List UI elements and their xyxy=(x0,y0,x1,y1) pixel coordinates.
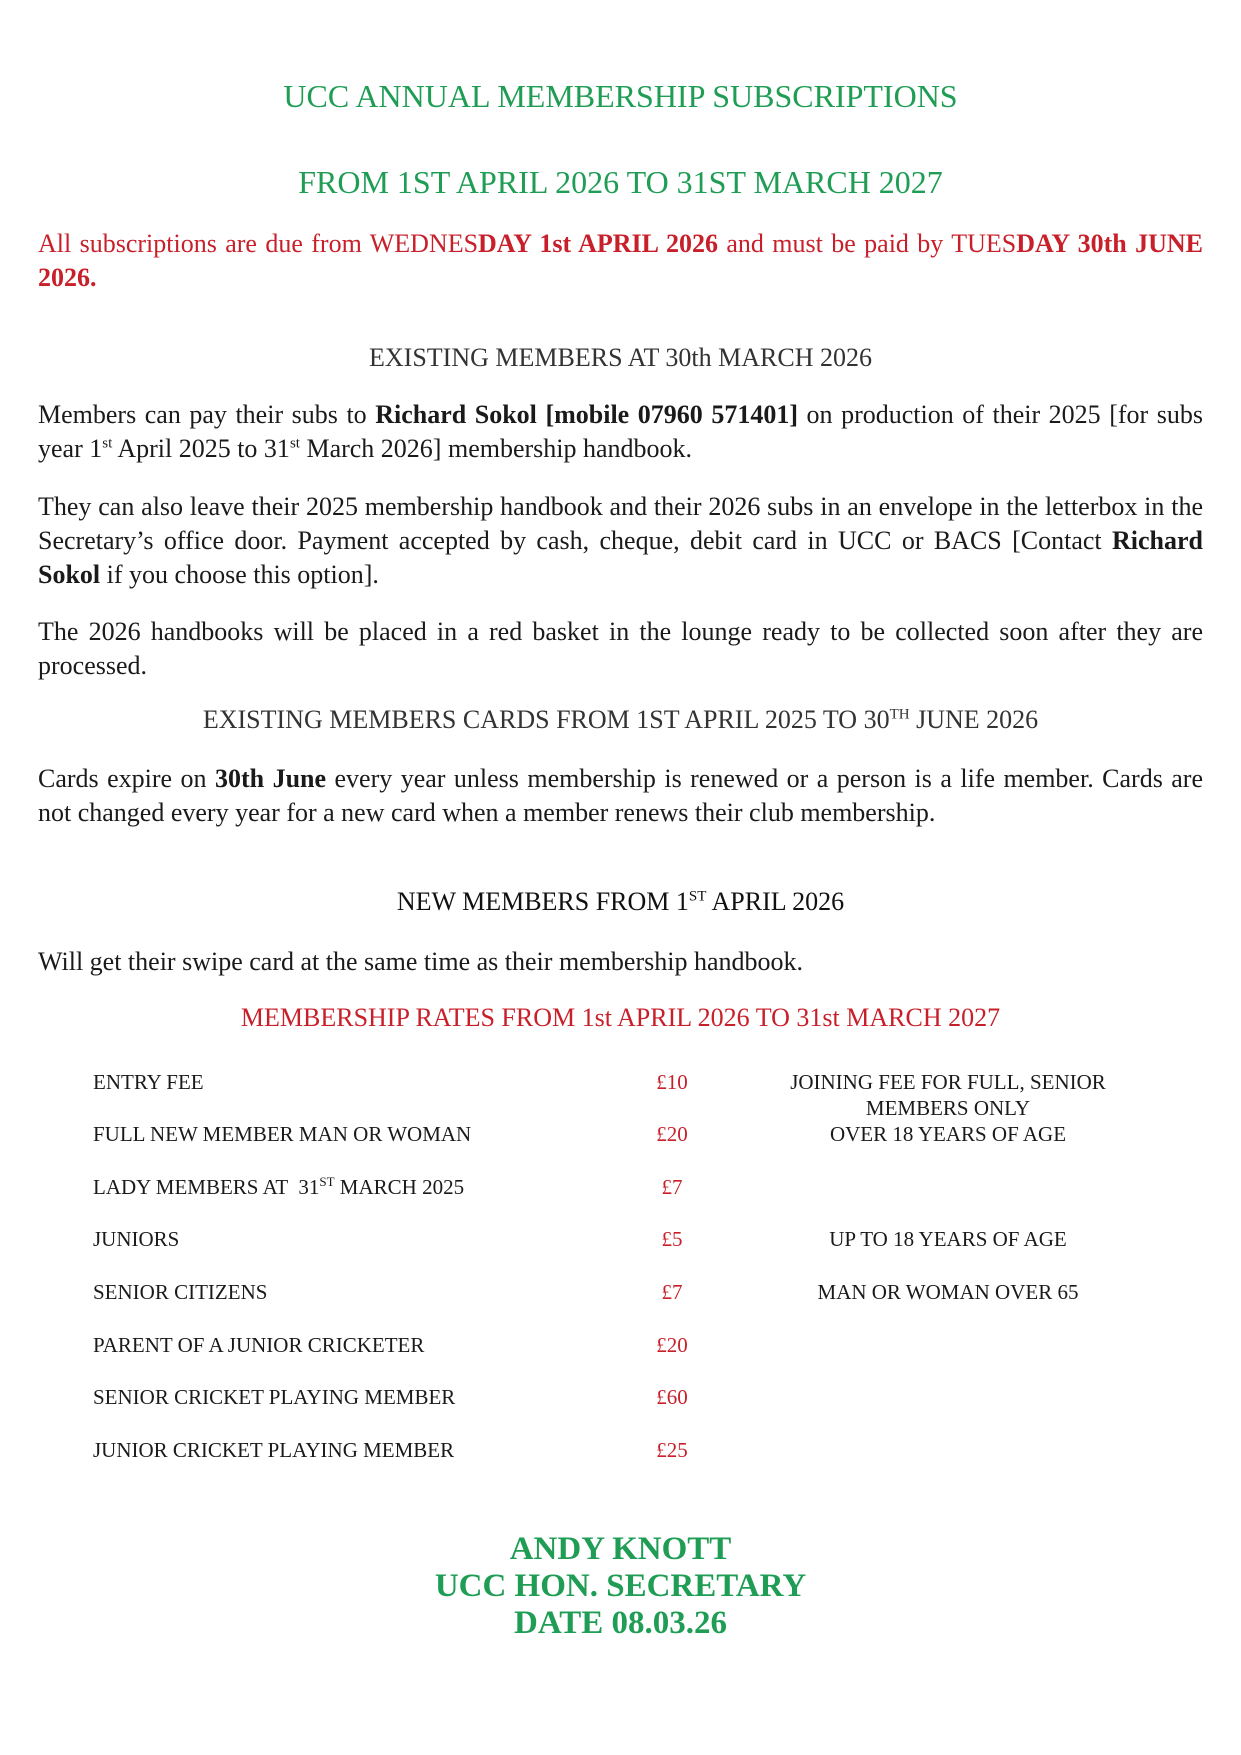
text: They can also leave their 2025 membership handbook and their 2026 subs in an envelope in the letterbox in the Secretary’s office door. Payment accepted by cash, cheque, debit card in UCC or BACS [Contact xyxy=(38,492,1203,555)
rate-price: £5 xyxy=(661,1227,683,1251)
text: Cards expire on xyxy=(38,764,215,793)
new-members-heading xyxy=(0,886,1241,918)
signature-name: ANDY KNOTT xyxy=(509,1531,732,1567)
ordinal-suffix: st xyxy=(102,435,113,452)
rate-label: JUNIOR CRICKET PLAYING MEMBER xyxy=(93,1438,455,1462)
note-line: MEMBERS ONLY xyxy=(865,1096,1031,1120)
rate-price: £10 xyxy=(656,1070,688,1094)
existing-paragraph-2 xyxy=(38,490,1203,592)
rate-label xyxy=(93,1174,464,1200)
existing-members-heading: EXISTING MEMBERS AT 30th MARCH 2026 xyxy=(369,343,872,372)
text: APRIL 2026 xyxy=(706,887,845,916)
seniors-note: MAN OR WOMAN OVER 65 xyxy=(817,1280,1079,1304)
juniors-note: UP TO 18 YEARS OF AGE xyxy=(829,1227,1067,1251)
text: EXISTING MEMBERS CARDS FROM 1ST APRIL 2025 TO 30 xyxy=(202,705,890,734)
rate-label: JUNIORS xyxy=(93,1227,180,1251)
text: NEW MEMBERS FROM 1 xyxy=(396,887,689,916)
signature-role: UCC HON. SECRETARY xyxy=(434,1568,807,1604)
due-text-3: TUES xyxy=(951,229,1017,258)
page-subtitle: FROM 1ST APRIL 2026 TO 31ST MARCH 2027 xyxy=(298,164,943,200)
text: MARCH 2025 xyxy=(334,1175,465,1199)
text: on production of their 2025 [for subs year 1 xyxy=(38,400,1203,463)
existing-paragraph-1 xyxy=(38,398,1203,466)
rate-label: SENIOR CRICKET PLAYING MEMBER xyxy=(93,1385,456,1409)
rate-price: £7 xyxy=(661,1280,683,1304)
due-text-2: and must be paid by xyxy=(717,229,952,258)
text: April 2025 to 31 xyxy=(112,434,290,463)
text: March 2026] membership handbook. xyxy=(299,434,693,463)
rates-heading: MEMBERSHIP RATES FROM 1st APRIL 2026 TO 31st MARCH 2027 xyxy=(240,1003,1001,1032)
cards-heading xyxy=(0,704,1241,736)
rate-price: £20 xyxy=(656,1122,688,1146)
text: every year unless membership is renewed or a person is a life member. Cards are not changed every year for a new card when a member renews their club membership. xyxy=(38,764,1204,827)
contact-name-phone: Richard Sokol [mobile 07960 571401] xyxy=(375,400,798,429)
new-members-paragraph: Will get their swipe card at the same time as their membership handbook. xyxy=(38,947,804,976)
rate-label: FULL NEW MEMBER MAN OR WOMAN xyxy=(93,1122,472,1146)
cards-paragraph xyxy=(38,762,1203,830)
note-line: JOINING FEE FOR FULL, SENIOR xyxy=(790,1070,1106,1094)
text: Members can pay their subs to xyxy=(38,400,376,429)
text: JUNE 2026 xyxy=(909,705,1039,734)
existing-paragraph-3: The 2026 handbooks will be placed in a red basket in the lounge ready to be collected soon after they are processed. xyxy=(38,617,1203,680)
rate-price: £20 xyxy=(656,1333,688,1357)
note-line: OVER 18 YEARS OF AGE xyxy=(829,1122,1067,1146)
ordinal-suffix: TH xyxy=(889,706,910,723)
ordinal-suffix: st xyxy=(289,435,300,452)
rate-price: £60 xyxy=(656,1385,688,1409)
text: LADY MEMBERS AT 31 xyxy=(93,1175,320,1199)
rate-label: SENIOR CITIZENS xyxy=(93,1280,268,1304)
due-end-date: DAY 30th JUNE 2026. xyxy=(38,229,1203,292)
rate-price: £25 xyxy=(656,1438,688,1462)
joining-fee-note xyxy=(748,1069,1148,1147)
text: if you choose this option]. xyxy=(100,560,379,589)
ordinal-suffix: ST xyxy=(688,888,707,905)
rate-label: PARENT OF A JUNIOR CRICKETER xyxy=(93,1333,425,1357)
due-notice xyxy=(38,227,1203,295)
ordinal-suffix: ST xyxy=(319,1174,335,1189)
rate-price: £7 xyxy=(661,1175,683,1199)
contact-name: Richard Sokol xyxy=(38,526,1203,589)
due-text-1: All subscriptions are due from WEDNES xyxy=(38,229,479,258)
expiry-date: 30th June xyxy=(215,764,327,793)
page-title: UCC ANNUAL MEMBERSHIP SUBSCRIPTIONS xyxy=(283,78,958,114)
signature-date: DATE 08.03.26 xyxy=(514,1605,727,1641)
rate-label: ENTRY FEE xyxy=(93,1070,204,1094)
due-start-date: DAY 1st APRIL 2026 xyxy=(478,229,718,258)
